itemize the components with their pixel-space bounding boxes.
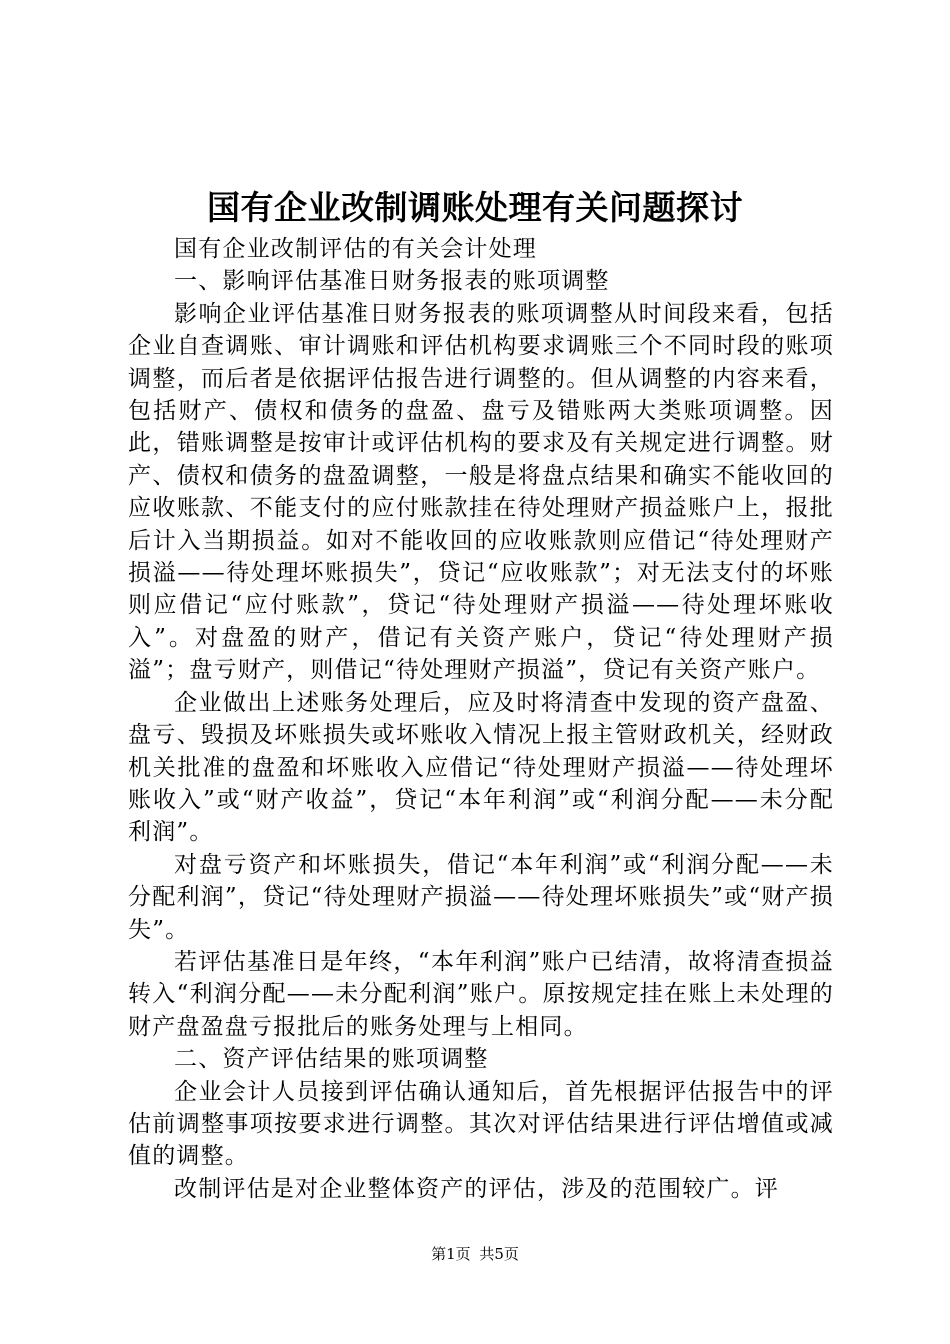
- subsection-heading: 一、影响评估基准日财务报表的账项调整: [174, 268, 610, 295]
- document-body: [128, 233, 834, 1205]
- body-paragraph: 若评估基准日是年终，“本年利润”账户已结清，故将清查损益转入“利润分配——未分配利润”账户。原按规定挂在账上未处理的财产盘盈盘亏报批后的账务处理与上相同。: [128, 948, 834, 1040]
- document-title: 国有企业改制调账处理有关问题探讨: [207, 188, 743, 227]
- page-number: 第1页: [431, 1245, 471, 1263]
- page-footer: [0, 1244, 950, 1264]
- body-paragraph: 企业会计人员接到评估确认通知后，首先根据评估报告中的评估前调整事项按要求进行调整。其次对评估结果进行评估增值或减值的调整。: [128, 1078, 834, 1170]
- body-paragraph: 影响企业评估基准日财务报表的账项调整从时间段来看，包括企业自查调账、审计调账和评估机构要求调账三个不同时段的账项调整，而后者是依据评估报告进行调整的。但从调整的内容来看，包括财产、债权和债务的盘盈、盘亏及错账两大类账项调整。因此，错账调整是按审计或评估机构的要求及有关规定进行调整。财产、债权和债务的盘盈调整，一般是将盘点结果和确实不能收回的应收账款、不能支付的应付账款挂在待处理财产损益账户上，报批后计入当期损益。如对不能收回的应收账款则应借记“待处理财产损溢——待处理坏账损失”，贷记“应收账款”；对无法支付的坏账则应借记“应付账款”，贷记“待处理财产损溢——待处理坏账收入”。对盘盈的财产，借记有关资产账户，贷记“待处理财产损溢”；盘亏财产，则借记“待处理财产损溢”，贷记有关资产账户。: [128, 300, 834, 684]
- body-paragraph: 对盘亏资产和坏账损失，借记“本年利润”或“利润分配——未分配利润”，贷记“待处理财产损溢——待处理坏账损失”或“财产损失”。: [128, 851, 834, 943]
- body-paragraph: 企业做出上述账务处理后，应及时将清查中发现的资产盘盈、盘亏、毁损及坏账损失或坏账收入情况上报主管财政机关，经财政机关批准的盘盈和坏账收入应借记“待处理财产损溢——待处理坏账收入”或“财产收益”，贷记“本年利润”或“利润分配——未分配利润”。: [128, 689, 834, 846]
- body-paragraph: 改制评估是对企业整体资产的评估，涉及的范围较广。评: [174, 1175, 779, 1202]
- subsection-heading: 二、资产评估结果的账项调整: [174, 1046, 489, 1073]
- page-total: 共5页: [479, 1245, 519, 1263]
- section-heading: 国有企业改制评估的有关会计处理: [174, 236, 537, 262]
